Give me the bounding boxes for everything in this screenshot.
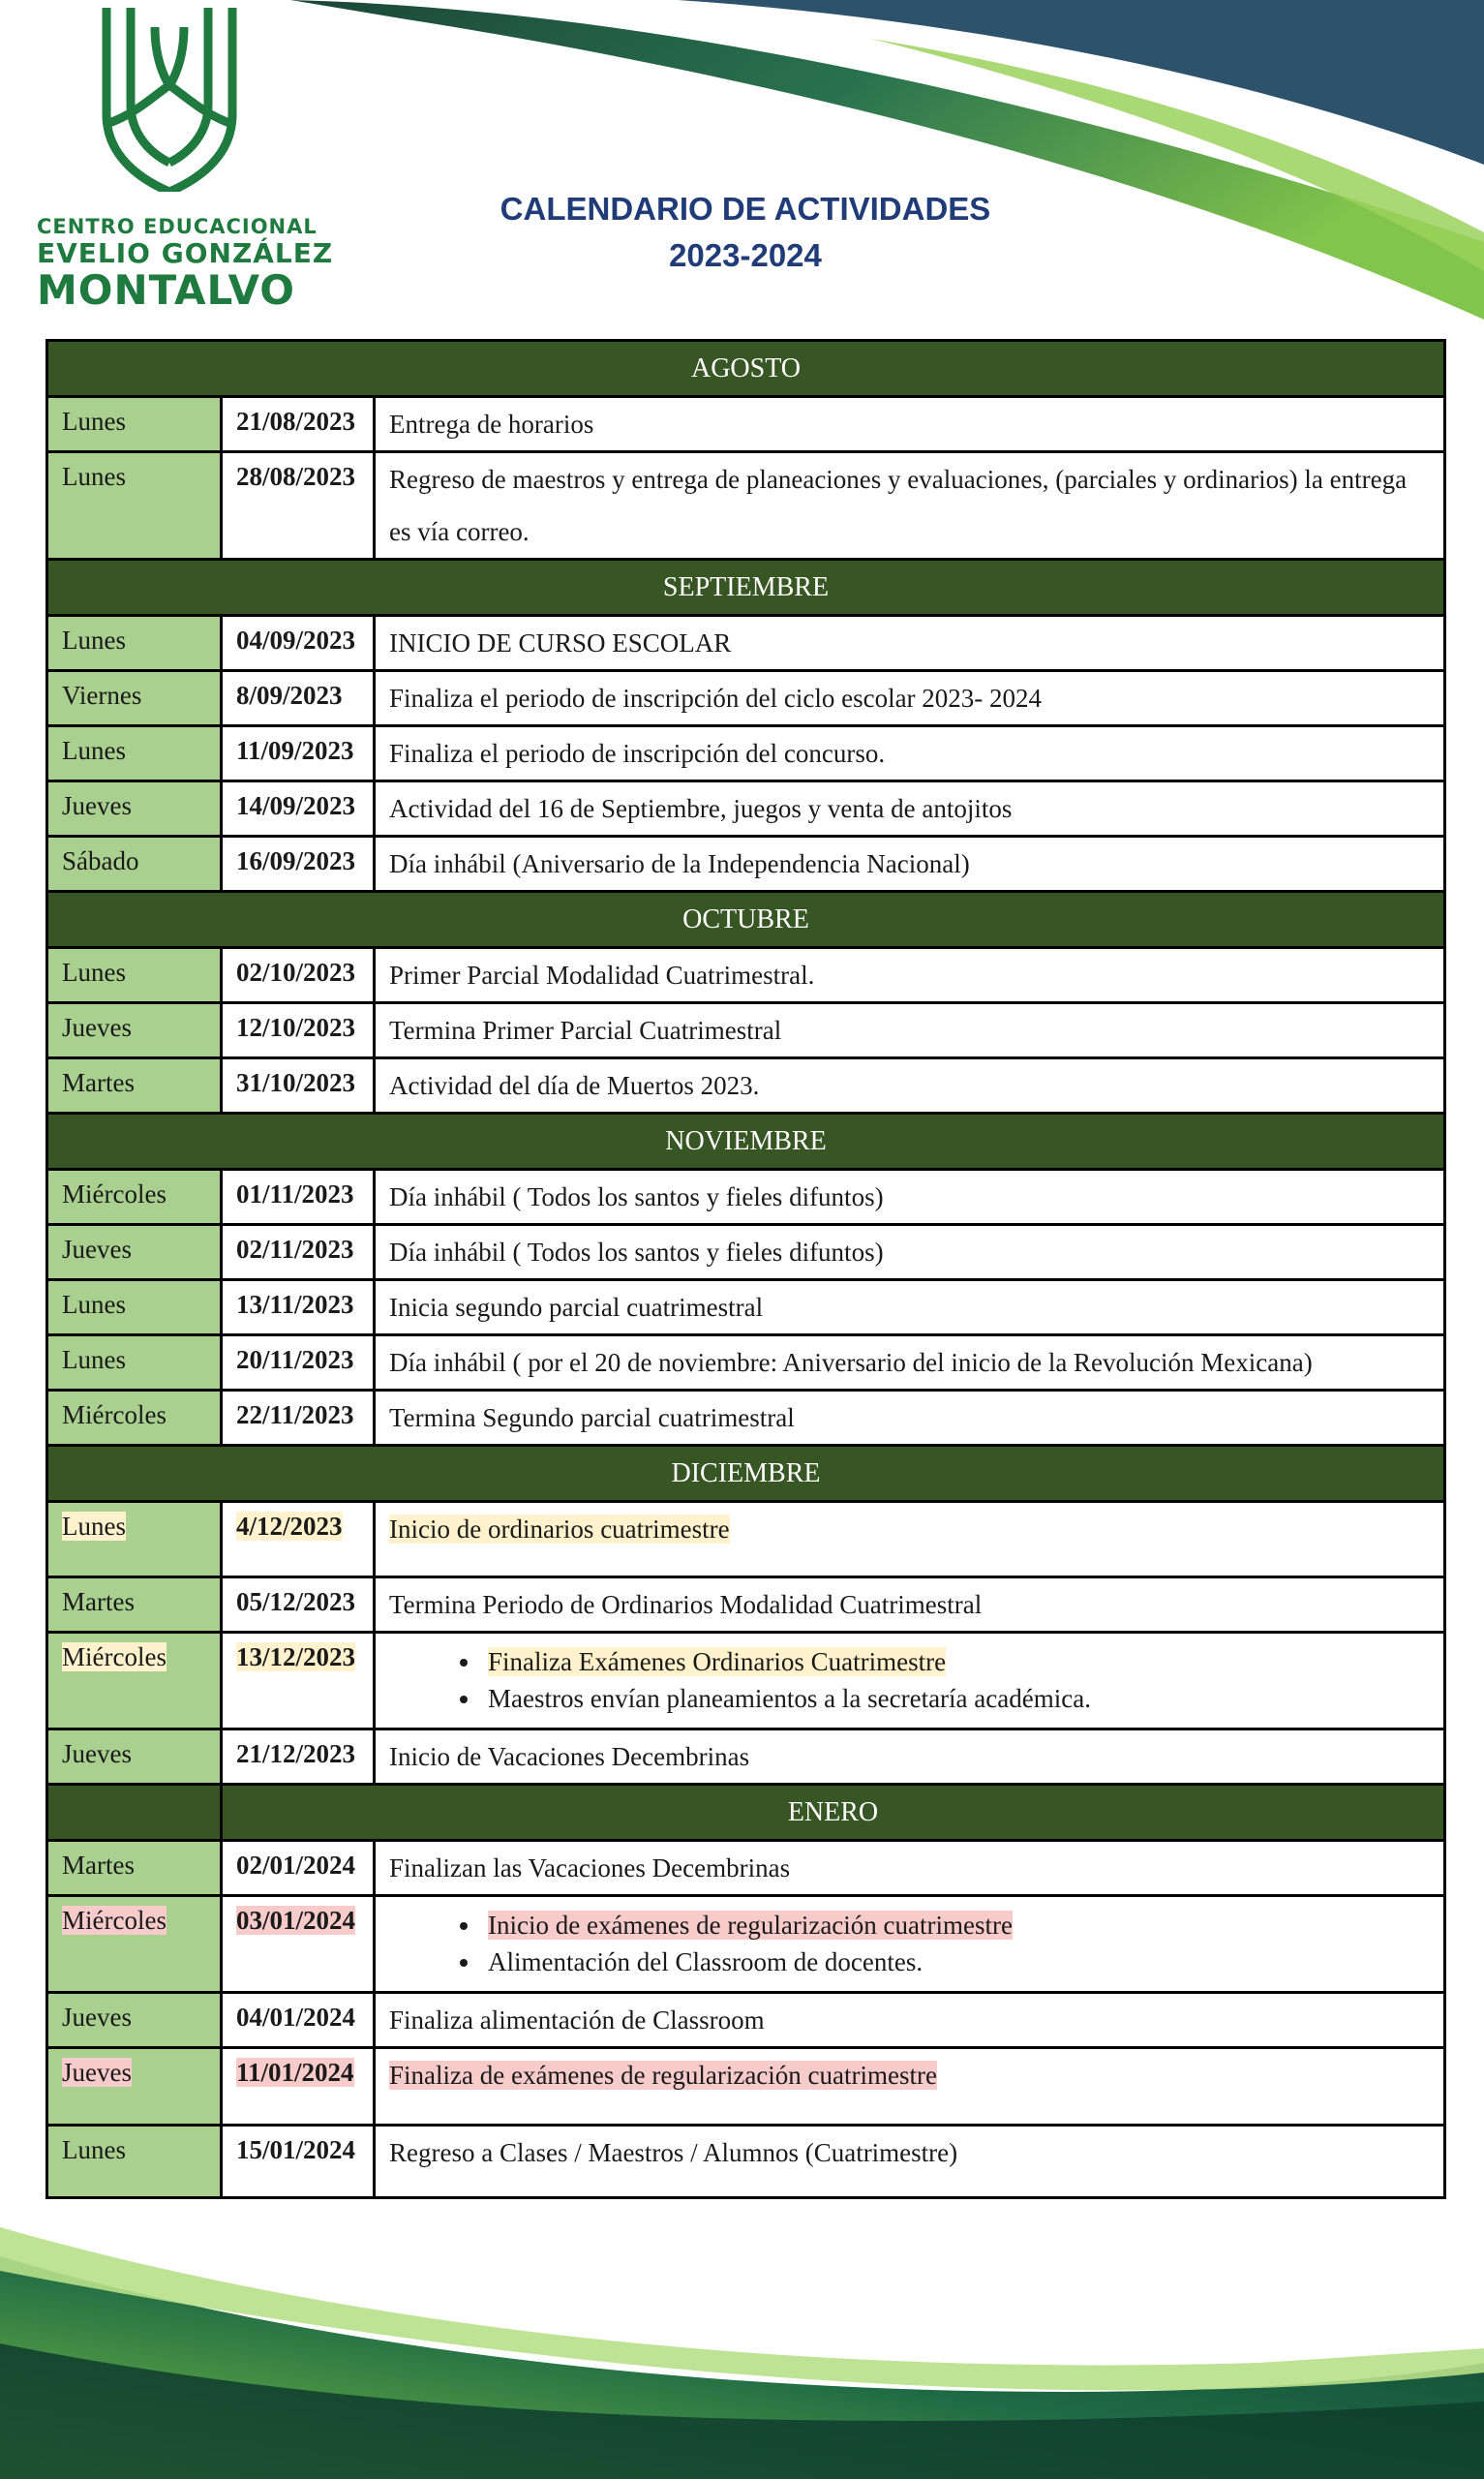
- event-row: [47, 1170, 1445, 1225]
- event-row: [47, 1003, 1445, 1058]
- event-row: [47, 1280, 1445, 1335]
- month-header-row: [47, 1446, 1445, 1502]
- event-day: Lunes: [47, 452, 222, 560]
- event-description: Inicia segundo parcial cuatrimestral: [375, 1280, 1445, 1335]
- event-description: Finaliza alimentación de Classroom: [375, 1993, 1445, 2048]
- event-date-highlight: 11/01/2024: [236, 2058, 354, 2087]
- logo-text-line1: CENTRO EDUCACIONAL: [37, 215, 318, 238]
- event-date: 04/01/2024: [222, 1993, 375, 2048]
- month-name: DICIEMBRE: [47, 1446, 1445, 1502]
- event-row: [47, 452, 1445, 560]
- event-bullet: • Maestros envían planeamientos a la secretaría académica.: [482, 1680, 1430, 1717]
- event-description: [375, 1633, 1445, 1729]
- event-description: [375, 2048, 1445, 2126]
- event-day: Martes: [47, 1841, 222, 1896]
- event-description: Finalizan las Vacaciones Decembrinas: [375, 1841, 1445, 1896]
- event-description: Finaliza el periodo de inscripción del concurso.: [375, 726, 1445, 781]
- logo-text-line3: MONTALVO: [37, 266, 295, 314]
- event-row: [47, 2126, 1445, 2198]
- event-row: [47, 1058, 1445, 1114]
- event-day: Sábado: [47, 837, 222, 892]
- event-date-highlight: 03/01/2024: [236, 1906, 356, 1935]
- month-header-row: [47, 1114, 1445, 1170]
- month-name: OCTUBRE: [47, 892, 1445, 948]
- event-day: Jueves: [47, 1993, 222, 2048]
- event-bullet-list: [389, 1643, 1430, 1717]
- event-description: [375, 1502, 1445, 1577]
- event-date: 02/01/2024: [222, 1841, 375, 1896]
- month-header-row: [47, 560, 1445, 616]
- month-name: NOVIEMBRE: [47, 1114, 1445, 1170]
- event-description: Día inhábil ( Todos los santos y fieles difuntos): [375, 1170, 1445, 1225]
- event-row: [47, 1577, 1445, 1633]
- event-description-highlight: Finaliza de exámenes de regularización cuatrimestre: [389, 2061, 937, 2090]
- event-date: [222, 1633, 375, 1729]
- event-date: [222, 1896, 375, 1993]
- event-day: Lunes: [47, 397, 222, 452]
- document-title: [407, 186, 1084, 279]
- school-logo: [37, 8, 334, 314]
- event-day: Lunes: [47, 616, 222, 671]
- event-bullet: [482, 1907, 1430, 1943]
- event-day: Lunes: [47, 1335, 222, 1391]
- event-date: 14/09/2023: [222, 781, 375, 837]
- event-date: 15/01/2024: [222, 2126, 375, 2198]
- calendar-table: [45, 339, 1446, 2199]
- event-row: [47, 671, 1445, 726]
- event-row: [47, 1335, 1445, 1391]
- event-day: [47, 2048, 222, 2126]
- event-day-highlight: Miércoles: [62, 1906, 167, 1935]
- event-day: Martes: [47, 1058, 222, 1114]
- event-row: [47, 397, 1445, 452]
- event-date: [222, 1502, 375, 1577]
- event-date: 16/09/2023: [222, 837, 375, 892]
- event-bullet: [482, 1643, 1430, 1680]
- month-name: SEPTIEMBRE: [47, 560, 1445, 616]
- event-row: [47, 1502, 1445, 1577]
- event-row: [47, 1633, 1445, 1729]
- event-date-highlight: 13/12/2023: [236, 1642, 356, 1671]
- event-day: Miércoles: [47, 1391, 222, 1446]
- event-row: [47, 726, 1445, 781]
- event-row: [47, 948, 1445, 1003]
- event-description: Día inhábil ( Todos los santos y fieles difuntos): [375, 1225, 1445, 1280]
- month-header-row: [47, 341, 1445, 397]
- event-date: 21/12/2023: [222, 1729, 375, 1785]
- event-date-highlight: 4/12/2023: [236, 1512, 343, 1541]
- month-name: ENERO: [222, 1785, 1445, 1841]
- event-date: 01/11/2023: [222, 1170, 375, 1225]
- event-description: Día inhábil (Aniversario de la Independencia Nacional): [375, 837, 1445, 892]
- event-row: [47, 616, 1445, 671]
- event-date: 02/11/2023: [222, 1225, 375, 1280]
- event-day-highlight: Jueves: [62, 2058, 132, 2087]
- event-day: Lunes: [47, 948, 222, 1003]
- event-description: INICIO DE CURSO ESCOLAR: [375, 616, 1445, 671]
- event-date: 28/08/2023: [222, 452, 375, 560]
- event-date: 20/11/2023: [222, 1335, 375, 1391]
- month-header-row: [47, 1785, 1445, 1841]
- event-description: Primer Parcial Modalidad Cuatrimestral.: [375, 948, 1445, 1003]
- event-day: Viernes: [47, 671, 222, 726]
- event-date: 22/11/2023: [222, 1391, 375, 1446]
- event-date: 21/08/2023: [222, 397, 375, 452]
- event-date: 04/09/2023: [222, 616, 375, 671]
- event-date: 05/12/2023: [222, 1577, 375, 1633]
- event-day: [47, 1502, 222, 1577]
- event-description: Día inhábil ( por el 20 de noviembre: Aniversario del inicio de la Revolución Mexicana): [375, 1335, 1445, 1391]
- event-date: [222, 2048, 375, 2126]
- event-date: 8/09/2023: [222, 671, 375, 726]
- event-day: Lunes: [47, 2126, 222, 2198]
- event-description: Actividad del día de Muertos 2023.: [375, 1058, 1445, 1114]
- event-day: Jueves: [47, 1225, 222, 1280]
- logo-text-line2: EVELIO GONZÁLEZ: [37, 237, 334, 269]
- event-date: 12/10/2023: [222, 1003, 375, 1058]
- event-date: 13/11/2023: [222, 1280, 375, 1335]
- event-description: Termina Periodo de Ordinarios Modalidad Cuatrimestral: [375, 1577, 1445, 1633]
- event-date: 31/10/2023: [222, 1058, 375, 1114]
- event-description: Inicio de Vacaciones Decembrinas: [375, 1729, 1445, 1785]
- event-row: [47, 1896, 1445, 1993]
- event-description: Finaliza el periodo de inscripción del ciclo escolar 2023- 2024: [375, 671, 1445, 726]
- title-line2: 2023-2024: [669, 237, 822, 273]
- month-name: AGOSTO: [47, 341, 1445, 397]
- event-day: Jueves: [47, 1003, 222, 1058]
- event-row: [47, 1391, 1445, 1446]
- event-row: [47, 837, 1445, 892]
- event-description: Regreso a Clases / Maestros / Alumnos (Cuatrimestre): [375, 2126, 1445, 2198]
- logo-emblem-icon: [97, 8, 242, 192]
- event-row: [47, 1841, 1445, 1896]
- event-description: Regreso de maestros y entrega de planeaciones y evaluaciones, (parciales y ordinarios) la entrega es vía correo.: [375, 452, 1445, 560]
- event-day-highlight: Miércoles: [62, 1642, 167, 1671]
- event-row: [47, 1993, 1445, 2048]
- event-day: Jueves: [47, 781, 222, 837]
- event-day: [47, 1896, 222, 1993]
- event-description: Entrega de horarios: [375, 397, 1445, 452]
- event-day-highlight: Lunes: [62, 1512, 126, 1541]
- event-row: [47, 2048, 1445, 2126]
- event-bullet: • Alimentación del Classroom de docentes.: [482, 1943, 1430, 1980]
- event-day: [47, 1633, 222, 1729]
- event-description: [375, 1896, 1445, 1993]
- event-row: [47, 1225, 1445, 1280]
- event-date: 11/09/2023: [222, 726, 375, 781]
- event-description: Actividad del 16 de Septiembre, juegos y venta de antojitos: [375, 781, 1445, 837]
- event-day: Jueves: [47, 1729, 222, 1785]
- event-description-highlight: Inicio de ordinarios cuatrimestre: [389, 1515, 730, 1544]
- title-line1: CALENDARIO DE ACTIVIDADES: [500, 191, 991, 227]
- event-bullet-text: Finaliza Exámenes Ordinarios Cuatrimestre: [488, 1647, 947, 1676]
- event-day: Miércoles: [47, 1170, 222, 1225]
- month-header-row: [47, 892, 1445, 948]
- event-date: 02/10/2023: [222, 948, 375, 1003]
- month-header-blank-cell: [47, 1785, 222, 1841]
- event-day: Lunes: [47, 1280, 222, 1335]
- event-day: Martes: [47, 1577, 222, 1633]
- event-bullet-list: [389, 1907, 1430, 1980]
- event-description: Termina Primer Parcial Cuatrimestral: [375, 1003, 1445, 1058]
- event-day: Lunes: [47, 726, 222, 781]
- event-row: [47, 1729, 1445, 1785]
- event-row: [47, 781, 1445, 837]
- event-description: Termina Segundo parcial cuatrimestral: [375, 1391, 1445, 1446]
- event-bullet-text: Inicio de exámenes de regularización cuatrimestre: [488, 1911, 1013, 1940]
